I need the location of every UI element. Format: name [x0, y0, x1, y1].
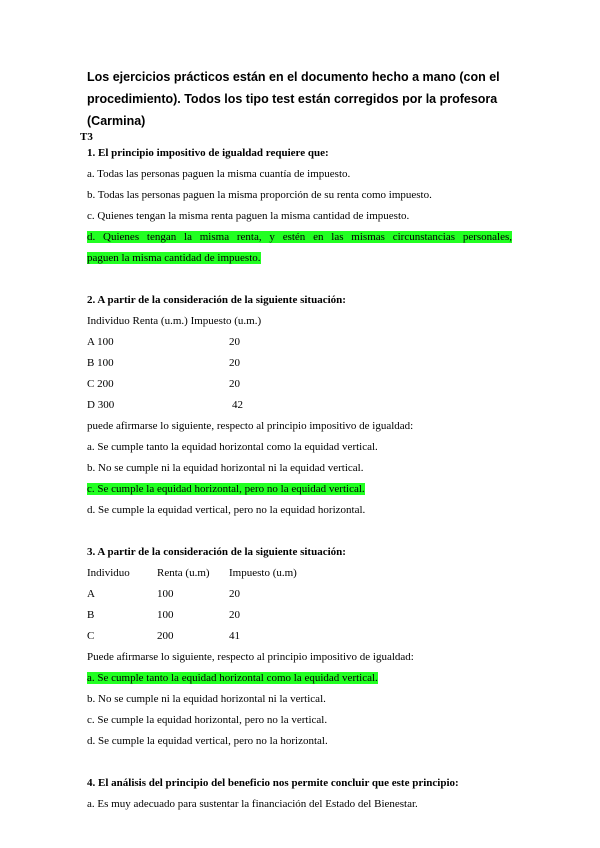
q2-prompt: puede afirmarse lo siguiente, respecto al principio impositivo de igualdad: — [87, 420, 414, 432]
q3-prompt: Puede afirmarse lo siguiente, respecto al principio impositivo de igualdad: — [87, 651, 414, 663]
q3-row-a-ind: A — [87, 588, 95, 600]
q2-row-b-renta: 100 — [97, 357, 114, 369]
q2-row-a-ind: A — [87, 336, 95, 348]
q3-row-c — [87, 630, 240, 642]
question-2: 2. A partir de la consideración de la siguiente situación: — [87, 294, 346, 306]
q1-option-a: a. Todas las personas paguen la misma cuantía de impuesto. — [87, 168, 351, 180]
q2-option-c-text: c. Se cumple la equidad horizontal, pero no la equidad vertical. — [87, 483, 365, 495]
question-1: 1. El principio impositivo de igualdad requiere que: — [87, 147, 329, 159]
q3-row-b — [87, 609, 240, 621]
q3-row-c-impuesto: 41 — [229, 630, 240, 642]
q3-header-ind: Individuo — [87, 567, 130, 579]
q3-header-renta: Renta (u.m) — [157, 567, 210, 579]
q3-row-b-renta: 100 — [157, 609, 174, 621]
q3-row-a — [87, 588, 240, 600]
q2-row-a-impuesto: 20 — [229, 336, 240, 348]
q3-option-d: d. Se cumple la equidad vertical, pero no la horizontal. — [87, 735, 328, 747]
q2-row-d — [87, 399, 243, 411]
q3-table-header — [87, 567, 297, 579]
q2-row-c-impuesto: 20 — [229, 378, 240, 390]
q3-row-b-impuesto: 20 — [229, 609, 240, 621]
q3-option-a — [87, 672, 378, 684]
q3-option-a-text: a. Se cumple tanto la equidad horizontal como la equidad vertical. — [87, 672, 378, 684]
q2-row-d-impuesto: 42 — [232, 399, 243, 411]
q1-option-d-cont-text: paguen la misma cantidad de impuesto. — [87, 252, 261, 264]
q1-option-b: b. Todas las personas paguen la misma proporción de su renta como impuesto. — [87, 189, 432, 201]
q2-row-c — [87, 378, 240, 390]
q3-row-c-ind: C — [87, 630, 95, 642]
section-label: T3 — [80, 131, 93, 143]
intro-note: Los ejercicios prácticos están en el documento hecho a mano (con el procedimiento). Todos los tipo test están corregidos por la profesora (Carmina) — [87, 70, 500, 128]
q2-row-a-renta: 100 — [97, 336, 114, 348]
q2-option-a: a. Se cumple tanto la equidad horizontal como la equidad vertical. — [87, 441, 378, 453]
q1-option-d-cont — [87, 252, 261, 264]
q3-row-a-impuesto: 20 — [229, 588, 240, 600]
q2-table-header: Individuo Renta (u.m.) Impuesto (u.m.) — [87, 315, 262, 327]
q2-row-b-impuesto: 20 — [229, 357, 240, 369]
q3-row-c-renta: 200 — [157, 630, 174, 642]
question-3: 3. A partir de la consideración de la siguiente situación: — [87, 546, 346, 558]
question-4: 4. El análisis del principio del beneficio nos permite concluir que este principio: — [87, 777, 459, 789]
q1-option-d — [87, 231, 512, 243]
q4-option-a: a. Es muy adecuado para sustentar la financiación del Estado del Bienestar. — [87, 798, 418, 810]
q2-row-b — [87, 357, 240, 369]
q3-option-c: c. Se cumple la equidad horizontal, pero no la vertical. — [87, 714, 328, 726]
q3-row-b-ind: B — [87, 609, 95, 621]
q2-option-c — [87, 483, 365, 495]
q3-row-a-renta: 100 — [157, 588, 174, 600]
q2-row-d-ind: D — [87, 399, 95, 411]
q2-row-a — [87, 336, 240, 348]
q2-option-b: b. No se cumple ni la equidad horizontal ni la equidad vertical. — [87, 462, 364, 474]
q2-row-c-renta: 200 — [97, 378, 114, 390]
q3-option-b: b. No se cumple ni la equidad horizontal ni la vertical. — [87, 693, 326, 705]
q2-row-d-renta: 300 — [97, 399, 115, 411]
q1-option-d-text: d. Quienes tengan la misma renta, y estén en las mismas circunstancias personales, — [87, 231, 512, 243]
q2-row-c-ind: C — [87, 378, 95, 390]
q2-option-d: d. Se cumple la equidad vertical, pero no la equidad horizontal. — [87, 504, 366, 516]
q1-option-c: c. Quienes tengan la misma renta paguen la misma cantidad de impuesto. — [87, 210, 410, 222]
q2-row-b-ind: B — [87, 357, 95, 369]
q3-header-impuesto: Impuesto (u.m) — [229, 567, 297, 579]
